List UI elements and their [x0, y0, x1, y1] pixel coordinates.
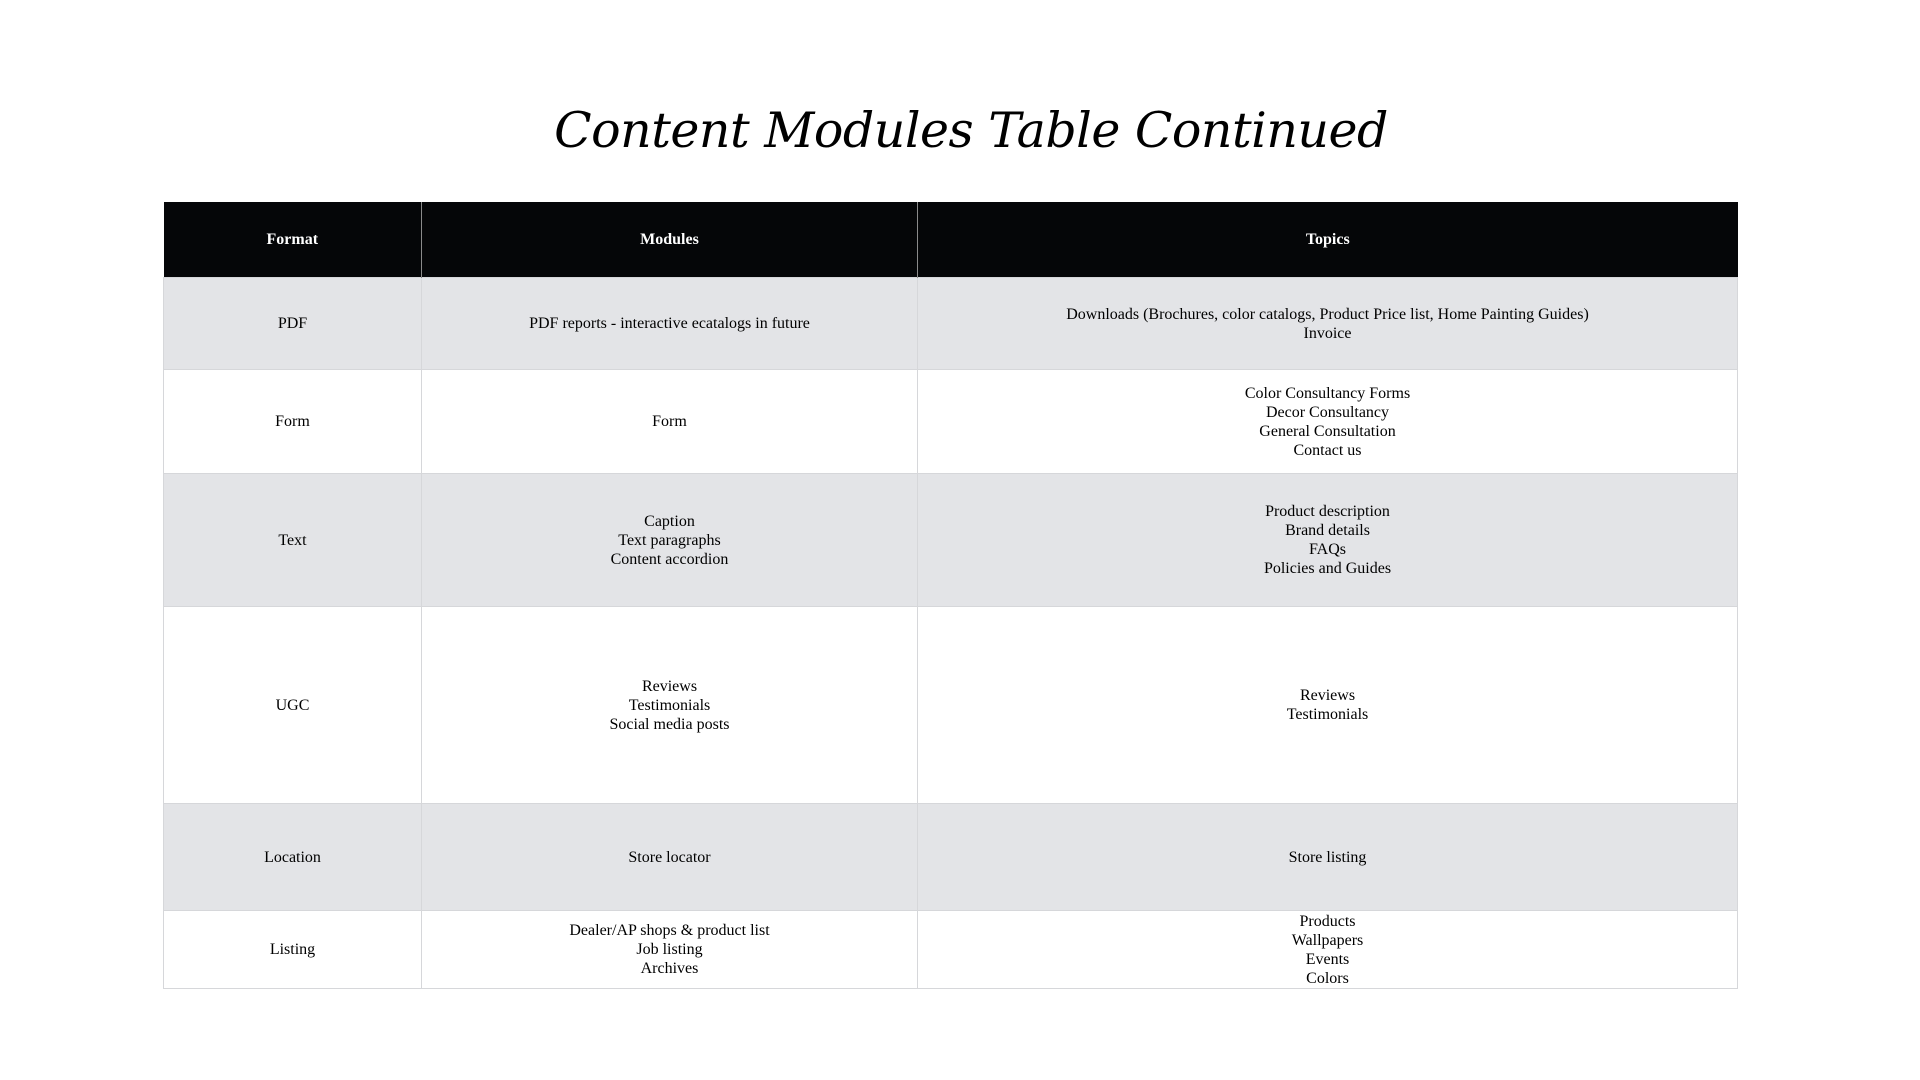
module-item: Social media posts [609, 715, 730, 733]
topic-item: Events [1305, 950, 1350, 968]
modules-cell [422, 474, 918, 607]
format-cell: PDF [164, 278, 422, 370]
topics-cell [918, 607, 1738, 804]
table-row [164, 474, 1738, 607]
module-item: Form [652, 413, 687, 430]
format-cell: Listing [164, 911, 422, 989]
module-item: Reviews [641, 677, 698, 695]
topics-cell [918, 278, 1738, 370]
topic-item: FAQs [1308, 541, 1347, 558]
topic-item: Reviews [1299, 687, 1356, 704]
modules-cell [422, 911, 918, 989]
module-item: Dealer/AP shops & product list [569, 922, 770, 939]
format-cell: Form [164, 370, 422, 474]
table-header-row [164, 202, 1738, 278]
module-item: Store locator [628, 848, 711, 866]
column-header-topics: Topics [918, 202, 1738, 278]
topic-item: Colors [1306, 969, 1349, 987]
format-cell: Location [164, 804, 422, 911]
modules-cell [422, 804, 918, 911]
column-header-modules: Modules [422, 202, 918, 278]
table-row [164, 278, 1738, 370]
modules-cell [422, 278, 918, 370]
topic-item: Contact us [1293, 441, 1362, 459]
module-item: Content accordion [610, 550, 729, 568]
topic-item: Testimonials [1286, 706, 1369, 723]
topics-cell [918, 804, 1738, 911]
topic-item: Brand details [1285, 522, 1370, 539]
topic-item: Wallpapers [1291, 931, 1364, 949]
format-cell: Text [164, 474, 422, 607]
format-cell: UGC [164, 607, 422, 804]
topic-item: Color Consultancy Forms [1244, 384, 1411, 402]
page-title: Content Modules Table Continued [554, 102, 1388, 159]
content-modules-table [163, 202, 1738, 989]
module-item: Text paragraphs [618, 531, 721, 549]
topics-cell [918, 474, 1738, 607]
topic-item: Products [1299, 912, 1356, 930]
topic-item: General Consultation [1259, 422, 1396, 440]
module-item: PDF reports - interactive ecatalogs in future [529, 315, 810, 332]
table-row [164, 370, 1738, 474]
module-item: Caption [644, 512, 695, 530]
module-item: Job listing [636, 941, 703, 958]
topic-item: Store listing [1288, 848, 1367, 866]
topic-item: Policies and Guides [1263, 560, 1392, 577]
modules-cell [422, 607, 918, 804]
table-row [164, 607, 1738, 804]
table-row [164, 911, 1738, 989]
topics-cell [918, 911, 1738, 989]
column-header-format: Format [164, 202, 422, 278]
modules-cell [422, 370, 918, 474]
topic-item: Decor Consultancy [1265, 403, 1390, 421]
topic-item: Product description [1265, 503, 1390, 520]
topic-item: Downloads (Brochures, color catalogs, Product Price list, Home Painting Guides) [1066, 305, 1589, 323]
table-row [164, 804, 1738, 911]
module-item: Archives [640, 960, 699, 977]
module-item: Testimonials [628, 696, 711, 714]
topic-item: Invoice [1303, 324, 1352, 342]
topics-cell [918, 370, 1738, 474]
